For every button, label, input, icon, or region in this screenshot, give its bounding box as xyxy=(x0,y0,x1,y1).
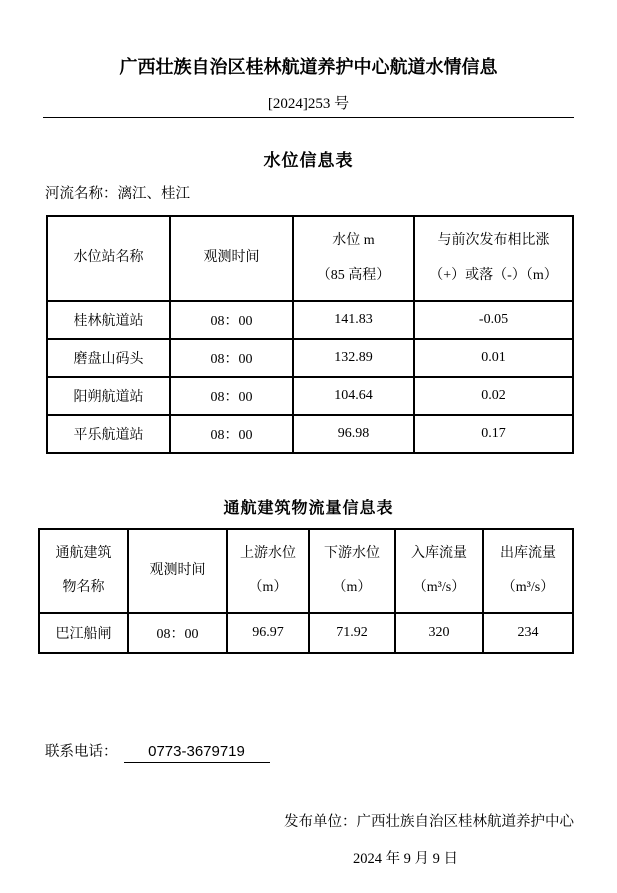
header-text-line2: （85 高程） xyxy=(316,267,391,283)
table-row-pingle xyxy=(47,415,573,453)
table-row-mopanshan xyxy=(47,339,573,377)
header-observation-time xyxy=(128,529,227,613)
water-level-cell: 132.89 xyxy=(293,339,414,377)
document-title: 广西壮族自治区桂林航道养护中心航道水情信息 xyxy=(119,57,498,77)
water-level-header-row xyxy=(47,216,573,301)
header-text-line2: 物名称 xyxy=(62,580,105,595)
flow-section-title: 通航建筑物流量信息表 xyxy=(223,500,394,517)
structure-name-cell: 巴江船闸 xyxy=(39,613,128,653)
upstream-level-cell: 96.97 xyxy=(227,613,309,653)
station-name-cell: 磨盘山码头 xyxy=(47,339,170,377)
river-names-label: 河流名称：漓江、桂江 xyxy=(45,186,190,202)
header-text-line2: （m） xyxy=(332,580,372,595)
water-level-cell: 104.64 xyxy=(293,377,414,415)
header-text-line1: 通航建筑 xyxy=(55,545,112,561)
outflow-cell: 234 xyxy=(483,613,573,653)
observation-time-cell: 08：00 xyxy=(170,301,293,339)
water-level-cell: 96.98 xyxy=(293,415,414,453)
water-level-cell: 141.83 xyxy=(293,301,414,339)
table-row-guilin xyxy=(47,301,573,339)
header-downstream-level xyxy=(309,529,395,613)
station-name-cell: 平乐航道站 xyxy=(47,415,170,453)
water-level-section-title: 水位信息表 xyxy=(263,151,354,170)
change-cell: -0.05 xyxy=(414,301,573,339)
header-text: 水位站名称 xyxy=(73,250,144,266)
station-name-cell: 桂林航道站 xyxy=(47,301,170,339)
observation-time-cell: 08：00 xyxy=(128,613,227,653)
change-cell: 0.01 xyxy=(414,339,573,377)
header-text-line2: （m³/s） xyxy=(412,580,466,595)
table-row-bajiang-lock xyxy=(39,613,573,653)
header-inflow xyxy=(395,529,483,613)
header-text-line2: （+）或落（-）（m） xyxy=(429,267,558,283)
water-level-table xyxy=(46,215,574,454)
inflow-cell: 320 xyxy=(395,613,483,653)
header-water-level xyxy=(293,216,414,301)
flow-table-header-row xyxy=(39,529,573,613)
observation-time-cell: 08：00 xyxy=(170,377,293,415)
change-cell: 0.17 xyxy=(414,415,573,453)
header-text: 观测时间 xyxy=(203,250,260,266)
header-upstream-level xyxy=(227,529,309,613)
header-text-line2: （m） xyxy=(248,580,288,595)
document-number: [2024]253 号 xyxy=(267,96,350,112)
issuing-unit-line: 发布单位：广西壮族自治区桂林航道养护中心 xyxy=(284,814,574,830)
header-outflow xyxy=(483,529,573,613)
title-divider-line xyxy=(43,117,574,118)
observation-time-cell: 08：00 xyxy=(170,415,293,453)
header-text-line1: 下游水位 xyxy=(324,545,380,561)
header-text-line1: 与前次发布相比涨 xyxy=(437,233,550,249)
navigation-structure-flow-table xyxy=(38,528,574,654)
observation-time-cell: 08：00 xyxy=(170,339,293,377)
header-observation-time xyxy=(170,216,293,301)
table-row-yangshuo xyxy=(47,377,573,415)
header-text-line1: 上游水位 xyxy=(240,545,296,561)
station-name-cell: 阳朔航道站 xyxy=(47,377,170,415)
header-station-name xyxy=(47,216,170,301)
header-text-line1: 入库流量 xyxy=(411,545,467,561)
issue-date: 2024 年 9 月 9 日 xyxy=(352,851,459,867)
contact-phone-line xyxy=(45,740,270,763)
downstream-level-cell: 71.92 xyxy=(309,613,395,653)
header-text: 观测时间 xyxy=(149,562,206,578)
header-text-line1: 水位 m xyxy=(332,233,375,249)
change-cell: 0.02 xyxy=(414,377,573,415)
header-structure-name xyxy=(39,529,128,613)
header-change-vs-previous xyxy=(414,216,573,301)
header-text-line1: 出库流量 xyxy=(500,545,556,561)
header-text-line2: （m³/s） xyxy=(501,580,555,595)
contact-phone-number: 0773-3679719 xyxy=(124,743,270,763)
contact-label: 联系电话： xyxy=(45,744,118,760)
